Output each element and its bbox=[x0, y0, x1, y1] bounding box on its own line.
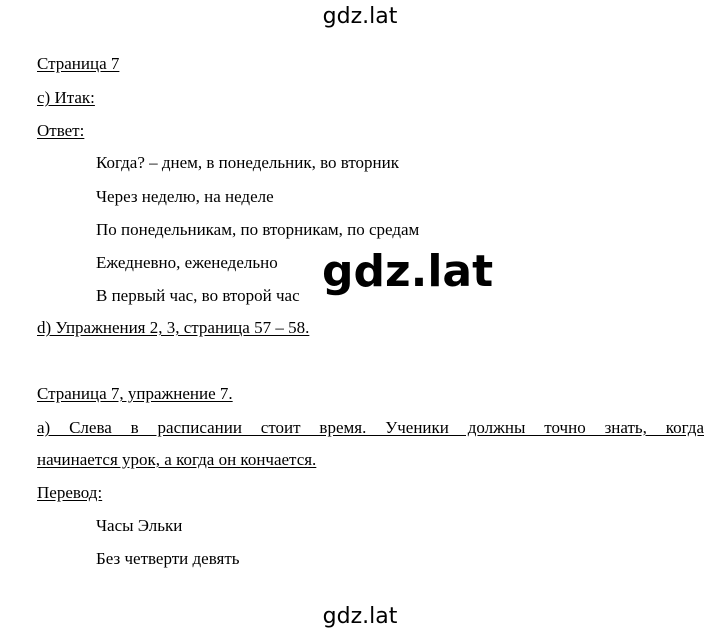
answer-label: Ответ: bbox=[37, 121, 85, 140]
answer-item: В первый час, во второй час bbox=[96, 286, 300, 305]
answer-item: Ежедневно, еженедельно bbox=[96, 253, 278, 272]
answer-item: По понедельникам, по вторникам, по средам bbox=[96, 220, 420, 239]
exercise-heading: Страница 7, упражнение 7. bbox=[37, 384, 233, 403]
page-heading: Страница 7 bbox=[37, 54, 120, 73]
translation-label: Перевод: bbox=[37, 483, 103, 502]
part-d-label: d) Упражнения 2, 3, страница 57 – 58. bbox=[37, 318, 310, 337]
answer-item: Через неделю, на неделе bbox=[96, 187, 274, 206]
answer-item: Когда? – днем, в понедельник, во вторник bbox=[96, 153, 400, 172]
translation-item: Часы Эльки bbox=[96, 516, 183, 535]
watermark-top: gdz.lat bbox=[322, 4, 398, 29]
watermark-center: gdz.lat bbox=[322, 246, 494, 297]
watermark-bottom: gdz.lat bbox=[322, 604, 398, 629]
part-c-label: с) Итак: bbox=[37, 88, 95, 107]
part-a-text-line2: начинается урок, а когда он кончается. bbox=[37, 450, 317, 469]
part-a-text-line1: а) Слева в расписании стоит время. Ученики должны точно знать, когда bbox=[37, 418, 704, 437]
translation-item: Без четверти девять bbox=[96, 549, 240, 568]
